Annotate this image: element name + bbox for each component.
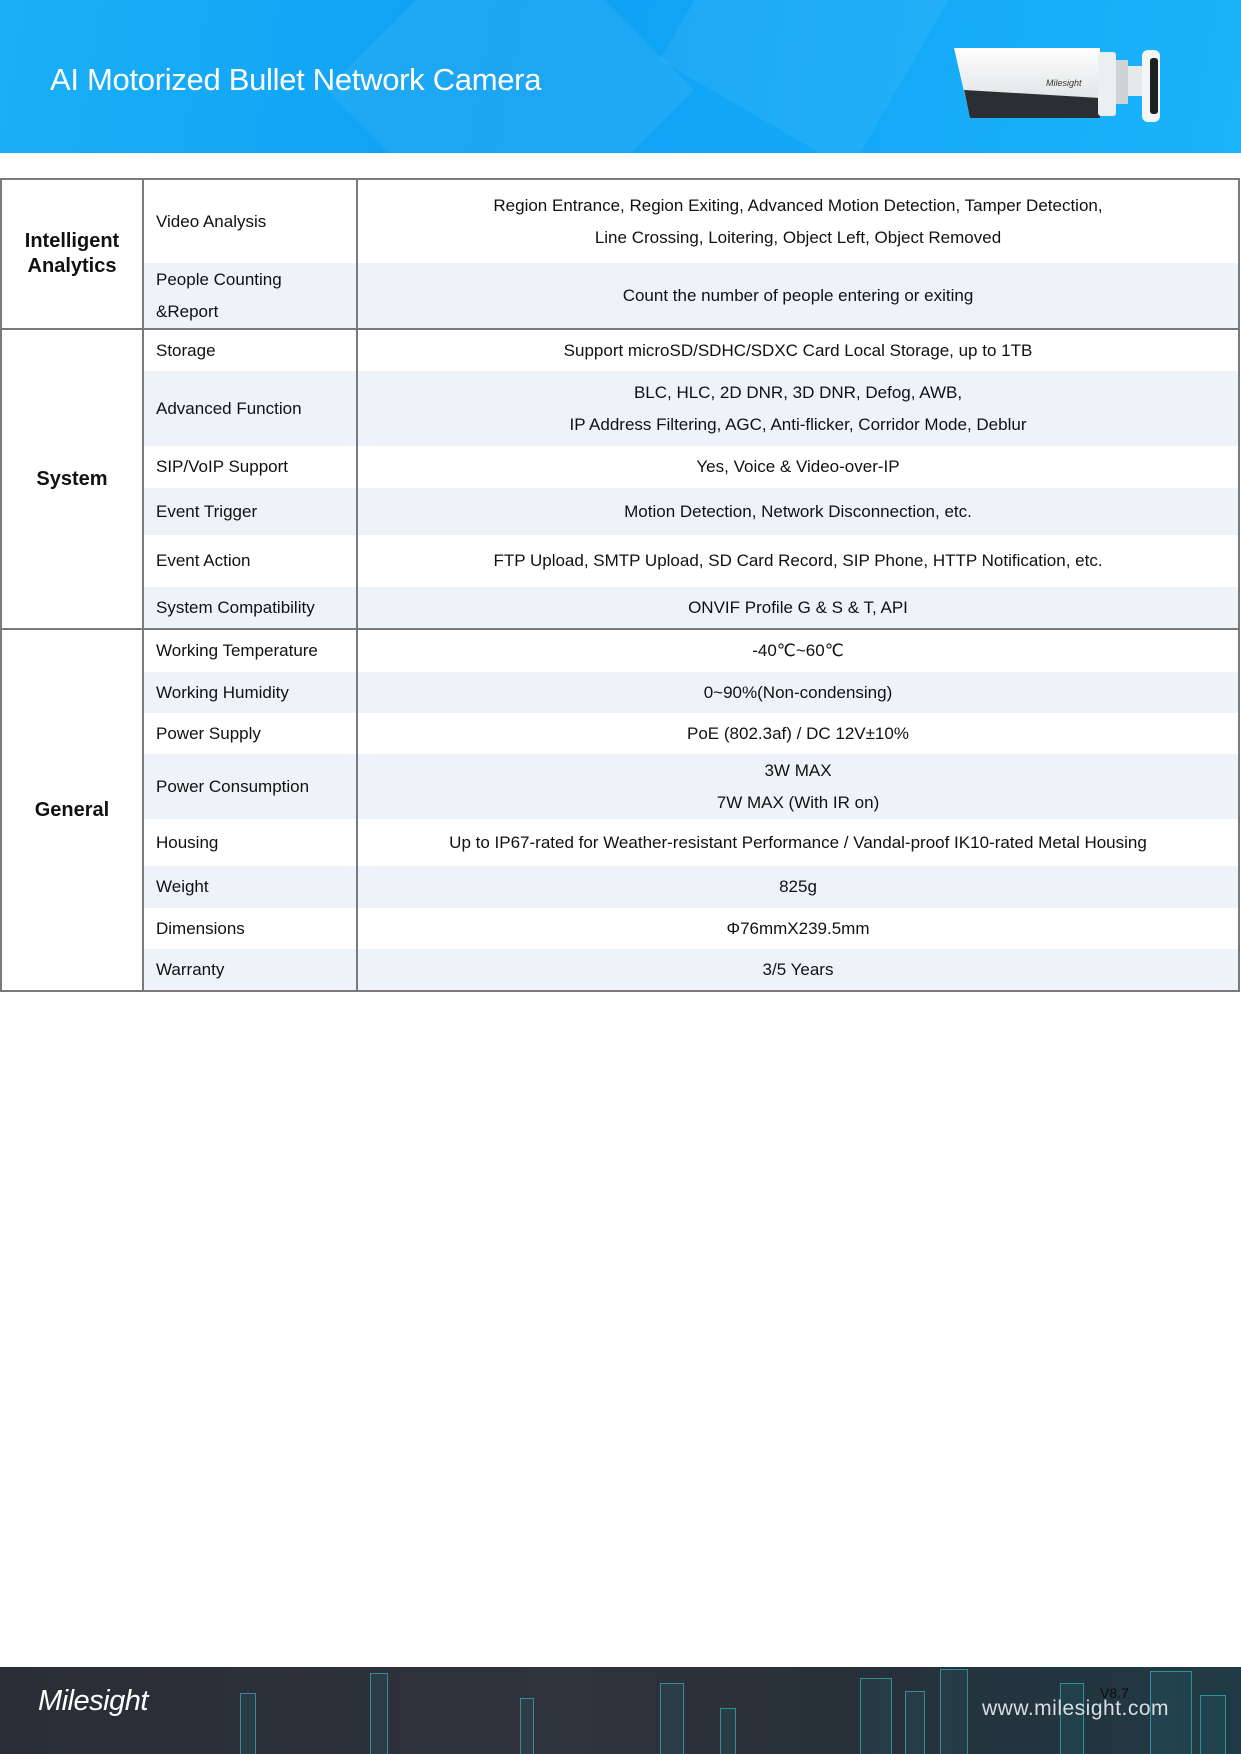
- spec-label-line: &Report: [156, 301, 219, 321]
- table-row: [1, 866, 1239, 908]
- table-row: [1, 949, 1239, 991]
- skyline-building: [1200, 1695, 1226, 1754]
- skyline-building: [240, 1693, 256, 1754]
- table-row: [1, 672, 1239, 713]
- website-url[interactable]: www.milesight.com: [982, 1697, 1170, 1720]
- spec-value: 3/5 Years: [357, 949, 1239, 991]
- spec-value-line: Line Crossing, Loitering, Object Left, Object Removed: [594, 227, 1002, 247]
- spec-value: -40℃~60℃: [357, 629, 1239, 672]
- banner-facet: [660, 0, 961, 153]
- spec-value-line: 3W MAX: [764, 760, 832, 780]
- skyline-building: [720, 1708, 736, 1754]
- version-label: V8.7: [1100, 1685, 1129, 1701]
- table-row: [1, 587, 1239, 629]
- table-row: [1, 535, 1239, 587]
- table-row: [1, 329, 1239, 371]
- spec-label-line: People Counting: [156, 269, 282, 289]
- spec-value: Up to IP67-rated for Weather-resistant Performance / Vandal-proof IK10-rated Metal Housing: [357, 819, 1239, 866]
- footer-banner: [0, 1667, 1241, 1754]
- category-intelligent-analytics: Intelligent Analytics: [1, 179, 143, 329]
- spec-value: PoE (802.3af) / DC 12V±10%: [357, 713, 1239, 754]
- camera-brand-text: Milesight: [1046, 78, 1082, 88]
- spec-value: Φ76mmX239.5mm: [357, 908, 1239, 949]
- spec-label: Housing: [143, 819, 357, 866]
- spec-value-line: BLC, HLC, 2D DNR, 3D DNR, Defog, AWB,: [633, 382, 963, 402]
- table-row: [1, 446, 1239, 488]
- spec-label: Warranty: [143, 949, 357, 991]
- spec-label: Working Temperature: [143, 629, 357, 672]
- spec-label: Storage: [143, 329, 357, 371]
- spec-value: [357, 179, 1239, 263]
- spec-label: [143, 263, 357, 329]
- spec-label: Power Supply: [143, 713, 357, 754]
- spec-label: Advanced Function: [143, 371, 357, 446]
- spec-label: System Compatibility: [143, 587, 357, 629]
- skyline-building: [860, 1678, 892, 1754]
- spec-label: Working Humidity: [143, 672, 357, 713]
- spec-value-line: 7W MAX (With IR on): [716, 792, 880, 812]
- spec-value-line: Region Entrance, Region Exiting, Advanced Motion Detection, Tamper Detection,: [493, 195, 1103, 215]
- skyline-building: [940, 1669, 968, 1754]
- spec-label: Video Analysis: [143, 179, 357, 263]
- bullet-camera-image: [950, 40, 1190, 130]
- table-row: [1, 908, 1239, 949]
- header-banner: [0, 0, 1241, 153]
- table-row: [1, 754, 1239, 819]
- table-row: [1, 713, 1239, 754]
- spec-value: [357, 754, 1239, 819]
- category-general: General: [1, 629, 143, 991]
- skyline-building: [520, 1698, 534, 1754]
- page-title: AI Motorized Bullet Network Camera: [50, 62, 542, 97]
- milesight-logo: Milesight: [38, 1685, 148, 1717]
- spec-value: FTP Upload, SMTP Upload, SD Card Record, SIP Phone, HTTP Notification, etc.: [357, 535, 1239, 587]
- spec-value: Motion Detection, Network Disconnection, etc.: [357, 488, 1239, 535]
- skyline-building: [660, 1683, 684, 1754]
- spec-label: Event Action: [143, 535, 357, 587]
- table-row: [1, 179, 1239, 263]
- spec-label: Dimensions: [143, 908, 357, 949]
- table-row: [1, 819, 1239, 866]
- spec-value: Support microSD/SDHC/SDXC Card Local Storage, up to 1TB: [357, 329, 1239, 371]
- spec-label: Power Consumption: [143, 754, 357, 819]
- spec-value-line: IP Address Filtering, AGC, Anti-flicker, Corridor Mode, Deblur: [569, 414, 1027, 434]
- skyline-building: [905, 1691, 925, 1754]
- spec-value: 825g: [357, 866, 1239, 908]
- spec-value: Yes, Voice & Video-over-IP: [357, 446, 1239, 488]
- category-system: System: [1, 329, 143, 629]
- spec-value: Count the number of people entering or exiting: [357, 263, 1239, 329]
- spec-value: ONVIF Profile G & S & T, API: [357, 587, 1239, 629]
- table-row: [1, 488, 1239, 535]
- skyline-building: [370, 1673, 388, 1754]
- table-row: [1, 371, 1239, 446]
- spec-label: Weight: [143, 866, 357, 908]
- spec-value: 0~90%(Non-condensing): [357, 672, 1239, 713]
- spec-label: SIP/VoIP Support: [143, 446, 357, 488]
- spec-label: Event Trigger: [143, 488, 357, 535]
- table-row: [1, 263, 1239, 329]
- spec-value: [357, 371, 1239, 446]
- spec-table: [0, 178, 1240, 992]
- table-row: [1, 629, 1239, 672]
